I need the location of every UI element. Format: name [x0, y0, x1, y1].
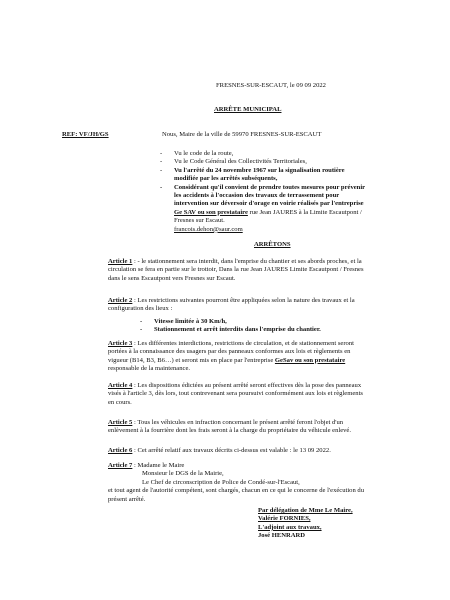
article-2-list — [108, 318, 370, 335]
signature-line: José HENRARD — [258, 532, 306, 540]
visa-item: - Vu le Code Général des Collectivités Territoriales, — [160, 158, 307, 166]
signature-block — [258, 507, 353, 541]
visa-item: - Considérant qu'il convient de prendre toutes mesures pour prévenir les accidents à l'occasion des travaux de terrassement pour intervention sur déversoir d'orage en voirie réalisés par l'entreprise Ge SAV ou son prestataire rue Jean JAURES à la Limite Escautpont / Fresnes sur Escaut. — [160, 183, 365, 225]
intro-text: Nous, Maire de la ville de 59970 FRESNES-SUR-ESCAUT — [162, 131, 322, 138]
article-7: Article 7 : Madame le Maire Monsieur le DGS de la Mairie, Le Chef de circonscription de Police de Condé-sur-l'Escaut, et tout agent de l'autorité compétent, sont chargés, chacun en ce qui le concerne de l'exécution du présent arrêté. — [108, 462, 365, 503]
list-item: - Vitesse limitée à 30 Km/h, — [140, 318, 227, 325]
article-6: Article 6 : Cet arrêté relatif aux travaux décrits ci-dessus est valable : le 13 09 2022. — [108, 447, 331, 454]
visa-item: - Vu l'arrêté du 24 novembre 1967 sur la signalisation routière modifiée par les arrêtés subséquents, — [160, 166, 345, 183]
article-label: Article 1 — [108, 258, 133, 265]
reference-label: REF: VF/JH/GS — [62, 131, 109, 138]
article-label: Article 2 — [108, 297, 133, 304]
signature-line: L'adjoint aux travaux, — [258, 523, 322, 531]
article-4: Article 4 : Les dispositions édictées au présent arrêté seront effectives dès la pose des panneaux visés à l'article 3, dès lors, tout contrevenant sera poursuivi conformément aux lois et règlements en cours. — [108, 382, 363, 406]
article-label: Article 7 — [108, 462, 133, 469]
signature-line: Valérie FORNIES, — [258, 515, 311, 523]
article-label: Article 3 — [108, 340, 133, 347]
place-date: FRESNES-SUR-ESCAUT, le 09 09 2022 — [216, 82, 326, 89]
visa-item: - Vu le code de la route, — [160, 150, 234, 157]
signature-line: Par délégation de Mme Le Maire, — [258, 507, 353, 514]
article-label: Article 4 — [108, 382, 133, 389]
article-1: Article 1 : - le stationnement sera interdit, dans l'emprise du chantier et ses abords proches, et la circulation se fera en partie sur le trottoir, Dans la rue Jean JAURES Limite Escautpont / Fresnes dans le sens Escautpont vers Fresnes sur Escaut. — [108, 258, 364, 282]
email-link[interactable]: francois.dehon@saur.com — [174, 225, 243, 233]
arretons-heading: ARRÊTONS — [254, 241, 291, 248]
article-3: Article 3 : Les différentes interdictions, restrictions de circulation, et de stationnement seront portées à la connaissance des usagers par des panneaux conformes aux lois et règlements en vigueur (B14, B3, B6…) et seront mis en place par l'entreprise GeSav ou son prestataire responsable de la maintenance. — [108, 340, 354, 373]
article-label: Article 5 — [108, 419, 133, 426]
visa-list — [158, 150, 368, 234]
document-title: ARRÊTE MUNICIPAL — [214, 106, 282, 113]
article-5: Article 5 : Tous les véhicules en infraction concernant le présent arrêté feront l'objet d'un enlèvement à la fourrière dont les frais seront à la charge du propriétaire du véhicule enlevé. — [108, 419, 352, 435]
article-2: Article 2 : Les restrictions suivantes pourront être appliquées selon la nature des travaux et la configuration des lieux : — [108, 297, 355, 313]
article-label: Article 6 — [108, 447, 133, 454]
list-item: - Stationnement et arrêt interdits dans l'emprise du chantier. — [140, 326, 321, 334]
